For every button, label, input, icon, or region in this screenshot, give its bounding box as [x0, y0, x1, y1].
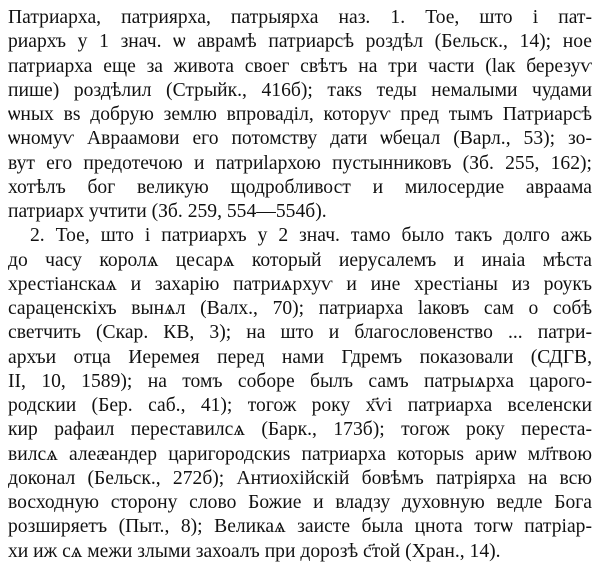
entry-line: II, 10, 1589); на томъ соборе былъ самъ патрыѧрха царого-: [8, 370, 592, 392]
entry-line: хи иж сѧ межи злыми захоалъ при дорозѣ с҃той (Хран., 14).: [8, 540, 501, 562]
entry-line: ѡных вs добрую землю впроваділ, которуѵ пред тымъ Патриарсѣ: [8, 104, 592, 125]
entry-line: хотѣлъ бог великую щодробливост и милосердие авраама: [8, 176, 592, 198]
entry-line: розширяетъ (Пыт., 8); Великаѧ заисте была цнота тогѡ патріар-: [8, 516, 592, 538]
entry-line: вут его предотечою и патриӏархою пустынниковъ (Зб. 255, 162);: [8, 152, 592, 174]
entry-line: вилсѧ алеӕандер царигородскиs патриарха которыs ариѡ мл҃твою: [8, 443, 592, 465]
entry-line: Патриарха, патриярха, патрыярха наз. 1. Тое, што і пат-: [8, 7, 592, 28]
entry-line: светчить (Скар. КВ, 3); на што и благословенство ... патри-: [8, 322, 592, 344]
entry-line: доконал (Бельск., 272б); Антиохійскій бовѣмъ патріярха на всю: [8, 467, 592, 489]
entry-line: хрестіанскаѧ и захарію патриѧрхуѵ и ине хрестіаны из роукъ: [8, 273, 592, 295]
entry-line: родскии (Бер. саб., 41); тогож року х҃ѵі патриарха вселенски: [8, 395, 592, 416]
entry-line: патриарх учтити (Зб. 259, 554—554б).: [8, 201, 327, 222]
entry-line: кир рафаил переставилсѧ (Барк., 173б); тогож року переста-: [8, 419, 592, 441]
entry-line: архъи отца Иеремея перед нами Гдремъ показовали (СДГВ,: [8, 346, 592, 368]
entry-line: 2. Тое, што і патриархъ у 2 знач. тамо было такъ долго ажь: [30, 225, 592, 247]
entry-line: риархъ у 1 знач. ѡ аврамѣ патриарсѣ роздѣл (Бельск., 14); ное: [8, 31, 592, 53]
entry-line: восходную сторону слово Божие и владзу духовную ведле Бога: [8, 492, 592, 513]
entry-line: пише) роздѣлил (Стрыйк., 416б); такs теды немалыми чудами: [8, 79, 592, 101]
entry-line: сараценскіхъ вынѧл (Валх., 70); патриарха ӏаковъ сам о собѣ: [8, 298, 592, 319]
entry-line: до часу королѧ цесарѧ который иерусалемъ и инаіа мѣста: [8, 249, 592, 271]
entry-line: ѡномуѵ Авраамови его потомству дати ѡбецал (Варл., 53); зо-: [8, 128, 592, 150]
entry-line: патриарха еще за живота своег свѣтъ на три части (ӏак березуѵ: [8, 55, 592, 77]
